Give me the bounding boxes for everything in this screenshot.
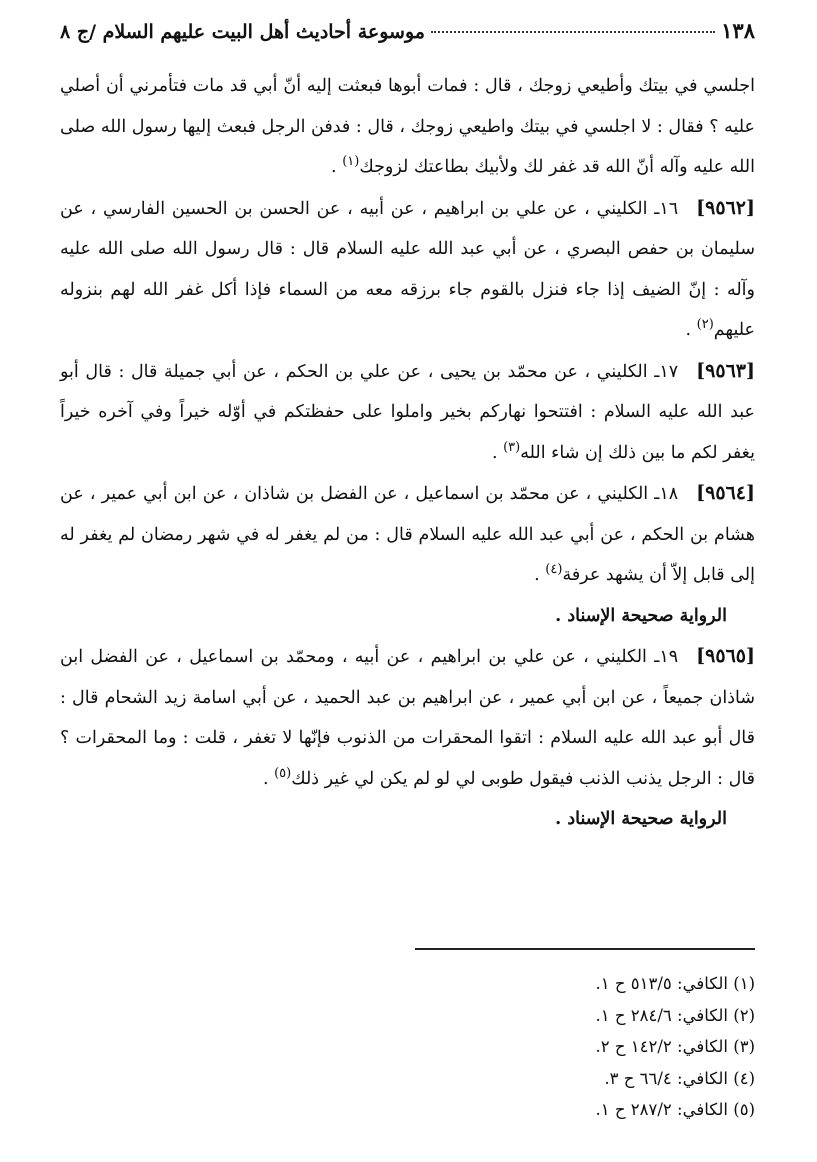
hadith-end: .	[262, 768, 275, 789]
footnote-ref: (١)	[342, 154, 360, 170]
hadith-9565	[60, 636, 755, 799]
footnote: (١) الكافي: ٥١٣/٥ ح ١.	[595, 974, 755, 993]
hadith-number: [٩٥٦٤]	[696, 482, 755, 504]
hadith-text: ١٨ـ الكليني ، عن محمّد بن اسماعيل ، عن الفضل بن شاذان ، عن ابن أبي عمير ، عن هشام بن الحكم ، عن أبي عبد الله عليه السلام قال : من لم يغفر له في شهر رمضان لم يغفر له إلى قابل إلاّ أن يشهد عرفة	[60, 484, 755, 585]
footnote-ref: (٥)	[274, 765, 292, 781]
intro-text: اجلسي في بيتك وأطيعي زوجك ، قال : فمات أبوها فبعثت إليه أنّ أبي قد مات فتأمرني أن أصلي عليه ؟ فقال : لا اجلسي في بيتك واطيعي زوجك ، قال : فدفن الرجل فبعث إليها رسول الله صلى الله عليه وآله أنّ الله قد غفر لك ولأبيك بطاعتك لزوجك	[60, 76, 755, 177]
hadith-number: [٩٥٦٣]	[696, 359, 755, 382]
isnad-verdict: الرواية صحيحة الإسناد .	[555, 605, 727, 626]
footnotes	[60, 968, 755, 1126]
isnad-verdict: الرواية صحيحة الإسناد .	[555, 809, 727, 829]
footnote-ref: (٤)	[545, 562, 563, 578]
book-title: موسوعة أحاديث أهل البيت عليهم السلام /ج ٨	[60, 21, 425, 43]
hadith-end: .	[534, 565, 546, 585]
hadith-text: ١٩ـ الكليني ، عن علي بن ابراهيم ، عن أبيه ، ومحمّد بن اسماعيل ، عن الفضل ابن شاذان جميعاً ، عن ابن أبي عمير ، عن ابراهيم بن عبد الحميد ، عن أبي اسامة زيد الشحام قال : قال أبو عبد الله عليه السلام : اتقوا المحقرات من الذنوب فإنّها لا تغفر ، قلت : وما المحقرات ؟ قال : الرجل يذنب الذنب فيقول طوبى لي لو لم يكن لي غير ذلك	[60, 647, 755, 789]
hadith-9564	[60, 473, 755, 596]
hadith-text: ١٧ـ الكليني ، عن محمّد بن يحيى ، عن علي بن الحكم ، عن أبي جميلة قال : قال أبو عبد الله عليه السلام : افتتحوا نهاركم بخير واملوا على حفظتكم في أوّله خيراً وفي آخره خيراً يغفر لكم ما بين ذلك إن شاء الله	[60, 361, 755, 463]
page	[60, 18, 755, 1162]
main-text	[60, 66, 755, 840]
footnote: (٤) الكافي: ٦٦/٤ ح ٣.	[604, 1068, 755, 1088]
running-header	[60, 18, 755, 52]
hadith-number: [٩٥٦٢]	[696, 196, 755, 219]
hadith-9563	[60, 351, 755, 474]
hadith-number: [٩٥٦٥]	[696, 645, 755, 667]
footnote-ref: (٢)	[696, 317, 714, 333]
hadith-text: ١٦ـ الكليني ، عن علي بن ابراهيم ، عن أبيه ، عن الحسن بن الحسين الفارسي ، عن سليمان بن حفص البصري ، عن أبي عبد الله عليه السلام قال : قال رسول الله صلى الله عليه وآله : إنّ الضيف إذا جاء فنزل بالقوم جاء برزقه معه من السماء فإذا أكل غفر الله لهم بنزوله عليهم	[60, 198, 755, 340]
page-number: ١٣٨	[721, 18, 755, 43]
intro-paragraph	[60, 66, 755, 188]
intro-end: .	[331, 157, 343, 177]
footnote: (٣) الكافي: ١٤٢/٢ ح ٢.	[595, 1037, 755, 1056]
hadith-end: .	[491, 442, 504, 463]
dot-leader	[431, 31, 715, 33]
footnote: (٥) الكافي: ٢٨٧/٢ ح ١.	[595, 1100, 755, 1119]
footnote: (٢) الكافي: ٢٨٤/٦ ح ١.	[595, 1005, 755, 1025]
footnote-ref: (٣)	[503, 439, 521, 455]
footnote-separator	[415, 948, 755, 950]
hadith-end: .	[685, 320, 697, 340]
hadith-9562	[60, 188, 755, 351]
